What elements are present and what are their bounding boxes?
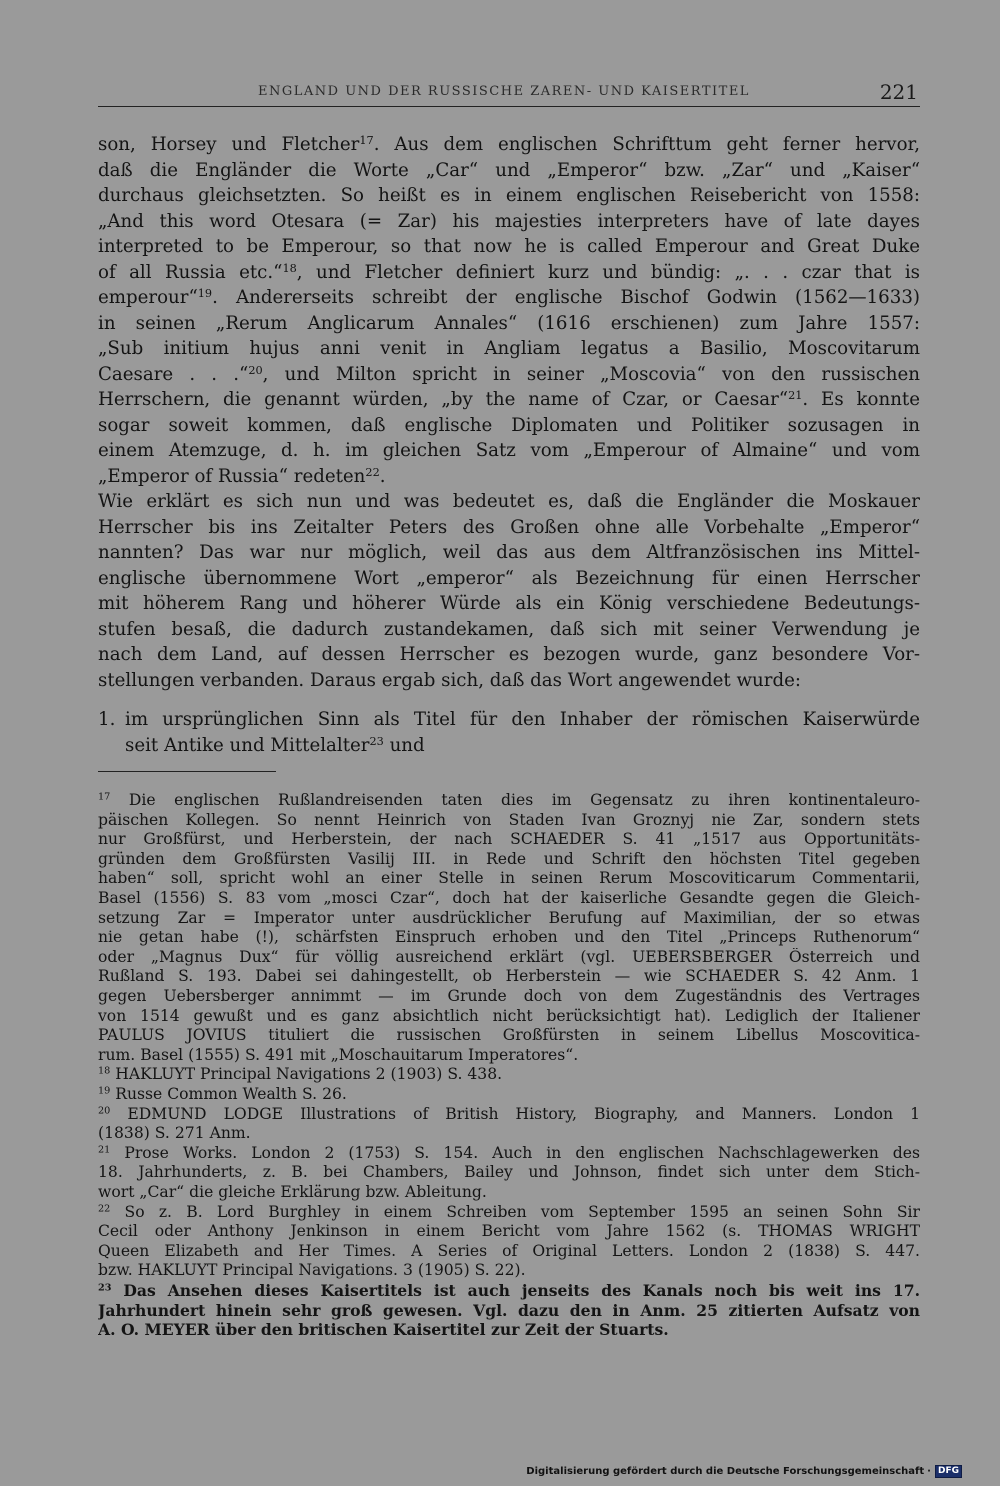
list-item-line: seit Antike und Mittelalter$^{23}$ und: [125, 734, 425, 756]
body-line: stellungen verbanden. Daraus ergab sich, daß das Wort angewendet wurde:: [98, 669, 801, 691]
body-line: son, Horsey und Fletcher$^{17}$. Aus dem englischen Schrifttum geht ferner hervor,: [98, 133, 920, 155]
footnote-line: päischen Kollegen. So nennt Heinrich von Staden Ivan Groznyj nie Zar, sondern stets: [98, 810, 920, 829]
footnote-number: 18: [98, 1066, 111, 1078]
list-number: 1.: [98, 709, 116, 730]
footnote-line: PAULUS JOVIUS tituliert die russischen Großfürsten in seinem Libellus Moscovitica-: [98, 1026, 920, 1045]
footnote-line: Queen Elizabeth and Her Times. A Series of Original Letters. London 2 (1838) S. 447.: [98, 1241, 920, 1260]
footnote-line: rum. Basel (1555) S. 491 mit „Moschauitarum Imperatores“.: [98, 1045, 579, 1064]
body-line: nach dem Land, auf dessen Herrscher es bezogen wurde, ganz besondere Vor-: [98, 644, 920, 665]
body-line: englische übernommene Wort „emperor“ als Bezeichnung für einen Herrscher: [98, 567, 920, 589]
footnote-ref: 21: [788, 388, 803, 402]
footnote-line: $^{18}$ HAKLUYT Principal Navigations 2 (1903) S. 438.: [98, 1065, 503, 1084]
footnote-line: (1838) S. 271 Anm.: [98, 1124, 251, 1143]
footnote-line: $^{19}$ Russe Common Wealth S. 26.: [98, 1085, 347, 1103]
body-line: mit höherem Rang und höherer Würde als ein König verschiedene Bedeutungs-: [98, 593, 920, 614]
footnote-line: oder „Magnus Dux“ für völlig ausreichend erklärt (vgl. UEBERSBERGER Österreich und: [98, 947, 920, 966]
body-line: „Emperor of Russia“ redeten$^{22}$.: [98, 465, 386, 487]
footnote-line: $^{17}$ Die englischen Rußlandreisenden taten dies im Gegensatz zu ihren kontinentaleuro-: [98, 791, 920, 809]
body-line: daß die Engländer die Worte „Car“ und „Emperor“ bzw. „Zar“ und „Kaiser“: [98, 159, 920, 181]
body-line: interpreted to be Emperour, so that now he is called Emperour and Great Duke: [98, 236, 920, 257]
footnote-line: Rußland S. 193. Dabei sei dahingestellt, ob Herberstein — wie SCHAEDER S. 42 Anm. 1: [98, 967, 920, 986]
body-line: durchaus gleichsetzten. So heißt es in einem englischen Reisebericht von 1558:: [98, 185, 920, 206]
body-line: Caesare . . .“$^{20}$, und Milton spricht in seiner „Moscovia“ von den russischen: [98, 363, 920, 385]
footnote-ref: 22: [365, 465, 380, 479]
footnote-line: 18. Jahrhunderts, z. B. bei Chambers, Bailey und Johnson, findet sich unter dem Stich-: [98, 1163, 920, 1182]
footnote-ref: 19: [197, 286, 213, 300]
body-line: of all Russia etc.“$^{18}$, und Fletcher definiert kurz und bündig: „. . . czar that is: [98, 261, 920, 283]
footnote-line: $^{22}$ So z. B. Lord Burghley in einem Schreiben vom September 1595 an seinen Sohn Sir: [98, 1202, 920, 1221]
footnote-number: 20: [98, 1105, 111, 1117]
body-line: sogar soweit kommen, daß englische Diplomaten und Politiker sozusagen in: [98, 414, 920, 436]
footnote-number: 17: [98, 791, 111, 803]
body-line: in seinen „Rerum Anglicarum Annales“ (1616 erschienen) zum Jahre 1557:: [98, 312, 920, 334]
footnote-number: 23: [98, 1282, 112, 1294]
footnote-line: Basel (1556) S. 83 vom „mosci Czar“, doch hat der kaiserliche Gesandte gegen die Gleich-: [98, 889, 920, 907]
credit-text: Digitalisierung gefördert durch die Deutsche Forschungsgemeinschaft: [526, 1466, 925, 1477]
footnote-line: bzw. HAKLUYT Principal Navigations. 3 (1905) S. 22).: [98, 1261, 526, 1280]
running-header: [98, 80, 920, 110]
body-line: „And this word Otesara (= Zar) his majesties interpreters have of late dayes: [98, 210, 920, 232]
body-line: nannten? Das war nur möglich, weil das aus dem Altfranzösischen ins Mittel-: [98, 542, 920, 563]
body-line: Wie erklärt es sich nun und was bedeutet es, daß die Engländer die Moskauer: [98, 491, 920, 512]
footnote-ref: 20: [248, 363, 263, 377]
list-item-line: im ursprünglichen Sinn als Titel für den Inhaber der römischen Kaiserwürde: [125, 709, 920, 730]
dfg-logo-icon: DFG: [935, 1465, 962, 1478]
footnote-ref: 18: [282, 261, 297, 275]
footnote-line: Cecil oder Anthony Jenkinson in einem Bericht vom Jahre 1562 (s. THOMAS WRIGHT: [98, 1222, 920, 1241]
header-rule: [98, 106, 920, 107]
footnote-number: 21: [98, 1144, 111, 1156]
footnote-number: 19: [98, 1085, 111, 1097]
footnote-line: gründen dem Großfürsten Vasilij III. in Rede und Schrift den höchsten Titel gegeben: [98, 849, 920, 868]
footnote-line: gegen Uebersberger annimmt — im Grunde doch von dem Zugeständnis des Vertrages: [98, 987, 920, 1005]
page-number: 221: [879, 80, 918, 104]
footnote-line: nie getan habe (!), schärfsten Einspruch erhoben und den Titel „Princeps Ruthenorum“: [98, 928, 920, 947]
body-line: stufen besaß, die dadurch zustandekamen, daß sich mit seiner Verwendung je: [98, 618, 920, 640]
body-line: „Sub initium hujus anni venit in Angliam legatus a Basilio, Moscovitarum: [98, 338, 920, 359]
body-line: Herrscher bis ins Zeitalter Peters des Großen ohne alle Vorbehalte „Emperor“: [98, 516, 920, 538]
footnote-line: A. O. MEYER über den britischen Kaisertitel zur Zeit der Stuarts.: [98, 1320, 669, 1340]
footnote-ref: 17: [359, 133, 374, 147]
running-title: ENGLAND UND DER RUSSISCHE ZAREN- UND KAISERTITEL: [258, 84, 750, 99]
footnote-line: von 1514 gewußt und es ganz absichtlich nicht berücksichtigt hat). Lediglich der Italiener: [98, 1006, 920, 1025]
body-line: emperour“$^{19}$. Andererseits schreibt der englische Bischof Godwin (1562—1633): [98, 286, 920, 308]
footnote-line: nur Großfürst, und Herberstein, der nach SCHAEDER S. 41 „1517 aus Opportunitäts-: [98, 830, 920, 849]
footnote-line: Jahrhundert hinein sehr groß gewesen. Vgl. dazu den in Anm. 25 zitierten Aufsatz von: [98, 1300, 920, 1320]
digitization-credit: Digitalisierung gefördert durch die Deutsche Forschungsgemeinschaft · DFG: [526, 1465, 962, 1478]
body-line: Herrschern, die genannt würden, „by the name of Czar, or Caesar“$^{21}$. Es konnte: [98, 388, 920, 410]
body-line: einem Atemzuge, d. h. im gleichen Satz vom „Emperour of Almaine“ und vom: [98, 440, 920, 461]
footnote-line: $^{21}$ Prose Works. London 2 (1753) S. 154. Auch in den englischen Nachschlagewerken des: [98, 1143, 920, 1162]
footnote-line: $^{23}$ Das Ansehen dieses Kaisertitels ist auch jenseits des Kanals noch bis weit ins 17.: [98, 1281, 920, 1300]
footnote-number: 22: [98, 1203, 111, 1215]
footnote-line: wort „Car“ die gleiche Erklärung bzw. Ableitung.: [98, 1183, 487, 1201]
footnote-line: $^{20}$ EDMUND LODGE Illustrations of British History, Biography, and Manners. London 1: [98, 1104, 920, 1123]
footnote-rule: [98, 771, 276, 772]
footnote-ref: 23: [369, 734, 384, 748]
footnote-line: haben“ soll, spricht wohl an einer Stelle in seinen Rerum Moscoviticarum Commentarii,: [98, 869, 920, 888]
footnote-line: setzung Zar = Imperator unter ausdrücklicher Berufung auf Maximilian, der so etwas: [98, 908, 920, 927]
